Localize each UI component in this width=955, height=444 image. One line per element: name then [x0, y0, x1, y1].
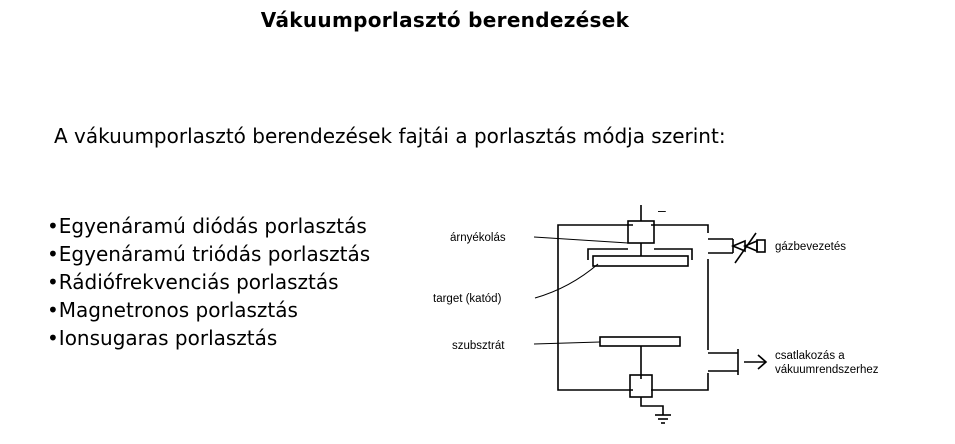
- intro-text: A vákuumporlasztó berendezések fajtái a porlasztás módja szerint:: [54, 124, 726, 148]
- sputtering-apparatus-diagram: [430, 203, 908, 433]
- label-substrate: szubsztrát: [452, 340, 505, 352]
- list-item: • Ionsugaras porlasztás: [47, 324, 370, 352]
- leader-line: [535, 264, 598, 298]
- label-shield: árnyékolás: [450, 232, 506, 244]
- label-gas-inlet: gázbevezetés: [775, 241, 846, 253]
- target-cathode: [593, 256, 688, 266]
- chamber-wall: [651, 373, 708, 390]
- chamber-wall: [651, 225, 708, 233]
- label-target: target (katód): [433, 293, 502, 305]
- gas-inlet-port: [757, 240, 765, 252]
- shield: [654, 249, 692, 260]
- chamber-wall: [558, 236, 633, 390]
- page-title: Vákuumporlasztó berendezések: [260, 8, 630, 32]
- shield: [588, 249, 628, 260]
- substrate: [600, 337, 680, 346]
- ground-lead: [641, 397, 663, 415]
- ground-icon: [655, 415, 671, 423]
- label-vacuum-1: csatlakozás a: [775, 350, 845, 362]
- leader-line: [534, 237, 628, 243]
- minus-sign: –: [658, 203, 666, 218]
- list-item: • Egyenáramú diódás porlasztás: [47, 212, 370, 240]
- list-item: • Rádiófrekvenciás porlasztás: [47, 268, 370, 296]
- list-item: • Egyenáramú triódás porlasztás: [47, 240, 370, 268]
- leader-line: [534, 342, 600, 344]
- label-vacuum-2: vákuumrendszerhez: [775, 364, 879, 376]
- sputtering-types-list: [47, 212, 370, 352]
- chamber-wall: [558, 225, 633, 236]
- list-item: • Magnetronos porlasztás: [47, 296, 370, 324]
